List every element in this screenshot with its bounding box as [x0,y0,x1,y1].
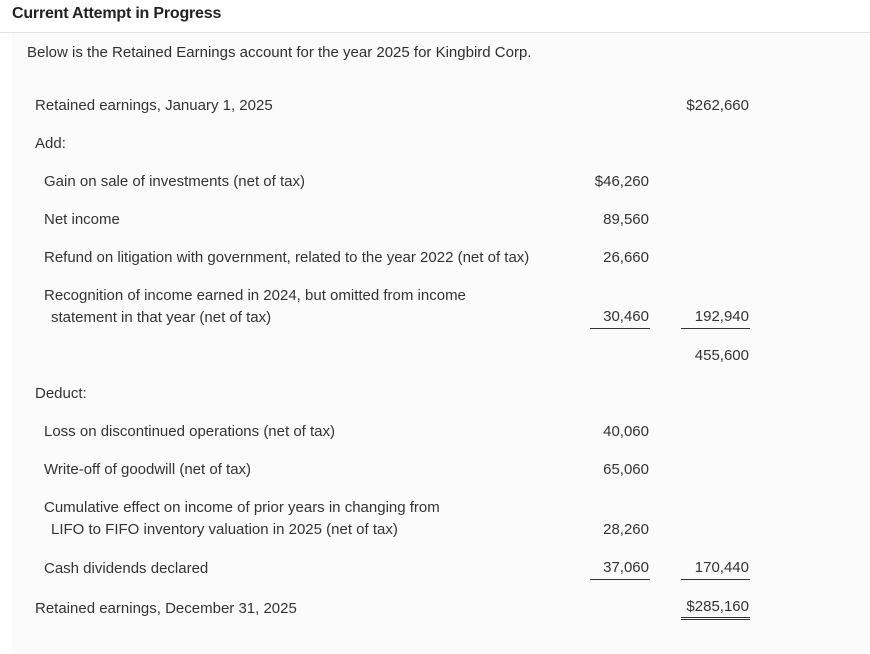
add-underline [590,328,650,329]
add-item-label: Gain on sale of investments (net of tax) [44,173,305,190]
add-item-label: Refund on litigation with government, related to the year 2022 (net of tax) [44,249,530,266]
deduct-total-underline [681,579,750,580]
add-item-amount: 89,560 [603,211,649,228]
deduct-item-label: Loss on discontinued operations (net of tax) [44,423,336,440]
add-item-amount: 30,460 [603,308,649,325]
deduct-underline [590,579,650,580]
intro-text: Below is the Retained Earnings account for the year 2025 for Kingbird Corp. [27,44,532,61]
deduct-item-label-line1: Cumulative effect on income of prior years in changing from [44,499,440,516]
add-item-amount: $46,260 [594,173,649,190]
deduct-total: 170,440 [694,559,749,576]
deduct-item-amount: 28,260 [603,521,649,538]
add-item-label-line2: statement in that year (net of tax) [51,309,272,326]
add-item-label-line1: Recognition of income earned in 2024, but omitted from income [44,287,466,304]
deduct-item-label: Cash dividends declared [44,560,209,577]
deduct-item-amount: 40,060 [603,423,649,440]
page-title: Current Attempt in Progress [12,5,222,22]
add-label: Add: [35,135,66,152]
add-total-underline [681,328,750,329]
closing-label: Retained earnings, December 31, 2025 [35,600,297,617]
deduct-item-amount: 65,060 [603,461,649,478]
subtotal-amount: 455,600 [694,347,749,364]
closing-double-underline [681,617,750,620]
deduct-label: Deduct: [35,385,87,402]
add-item-label: Net income [44,211,120,228]
add-item-amount: 26,660 [603,249,649,266]
deduct-item-label-line2: LIFO to FIFO inventory valuation in 2025 (net of tax) [51,521,398,538]
deduct-item-amount: 37,060 [603,559,649,576]
deduct-item-label: Write-off of goodwill (net of tax) [44,461,252,478]
opening-label: Retained earnings, January 1, 2025 [35,97,273,114]
add-total: 192,940 [694,308,749,325]
page-header [0,0,870,33]
closing-amount: $285,160 [686,598,749,615]
opening-amount: $262,660 [686,97,749,114]
